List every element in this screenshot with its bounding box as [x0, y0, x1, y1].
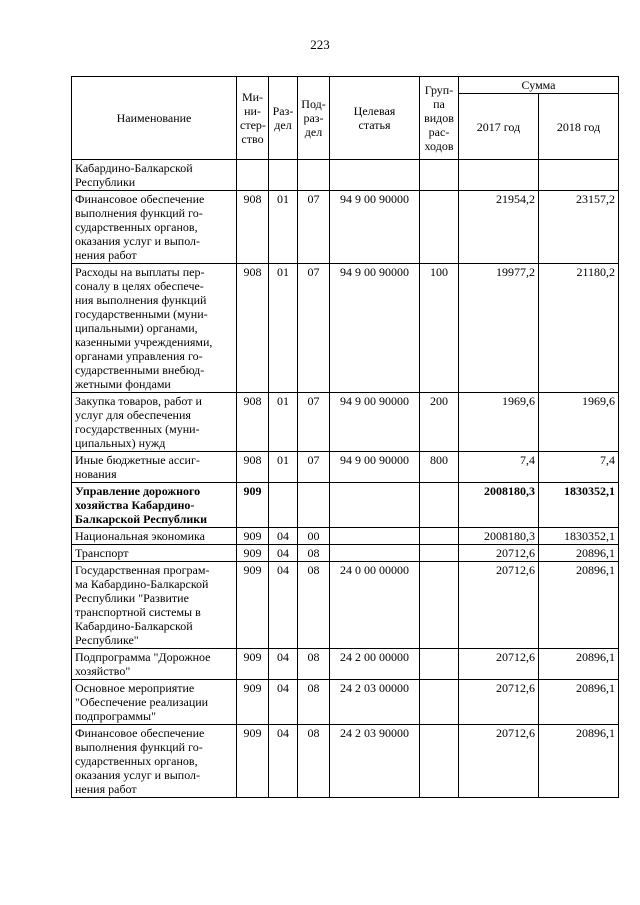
cell-expense-group: [420, 680, 459, 725]
cell-sum-2018: 1830352,1: [539, 528, 619, 545]
table-row: [72, 680, 619, 725]
cell-ministry: 909: [237, 545, 269, 562]
table-row: [72, 191, 619, 264]
cell-sum-2018: 21180,2: [539, 264, 619, 393]
cell-subsection: 08: [298, 545, 330, 562]
cell-name: Кабардино-Балкарской Республики: [72, 160, 237, 191]
table-row: [72, 725, 619, 798]
cell-sum-2017: 2008180,3: [459, 528, 539, 545]
cell-expense-group: [420, 191, 459, 264]
cell-subsection: 08: [298, 649, 330, 680]
cell-subsection: 07: [298, 452, 330, 483]
cell-sum-2017: 20712,6: [459, 545, 539, 562]
cell-ministry: 909: [237, 483, 269, 528]
cell-ministry: 908: [237, 264, 269, 393]
cell-target: 24 2 00 00000: [330, 649, 420, 680]
header-subsection: Под- раз- дел: [298, 77, 330, 160]
cell-section: 04: [269, 680, 298, 725]
cell-target: 24 2 03 90000: [330, 725, 420, 798]
cell-sum-2018: 20896,1: [539, 649, 619, 680]
budget-table: [71, 76, 619, 798]
cell-section: [269, 160, 298, 191]
cell-subsection: 07: [298, 191, 330, 264]
cell-expense-group: [420, 649, 459, 680]
table-header: [72, 77, 619, 160]
header-expense-group: Груп- па видов рас- ходов: [420, 77, 459, 160]
cell-subsection: 08: [298, 725, 330, 798]
table-body: [72, 160, 619, 798]
cell-target: 24 2 03 00000: [330, 680, 420, 725]
table-row: [72, 562, 619, 649]
cell-target: 94 9 00 90000: [330, 191, 420, 264]
cell-ministry: 909: [237, 649, 269, 680]
cell-name: Расходы на выплаты пер- соналу в целях обеспече- ния выполнения функций государственными (муни- ципальными) органами, казенными учреждениями, органами управления го- сударственными внебюд- жетными фондами: [72, 264, 237, 393]
cell-subsection: [298, 160, 330, 191]
cell-subsection: 08: [298, 562, 330, 649]
cell-section: [269, 483, 298, 528]
cell-section: 01: [269, 191, 298, 264]
cell-name: Финансовое обеспечение выполнения функций го- сударственных органов, оказания услуг и выпол- нения работ: [72, 725, 237, 798]
cell-sum-2017: 7,4: [459, 452, 539, 483]
cell-expense-group: 200: [420, 393, 459, 452]
header-name: Наименование: [72, 77, 237, 160]
cell-target: [330, 160, 420, 191]
table-row: [72, 483, 619, 528]
cell-ministry: 909: [237, 725, 269, 798]
cell-sum-2018: 20896,1: [539, 725, 619, 798]
cell-name: Подпрограмма "Дорожное хозяйство": [72, 649, 237, 680]
table-row: [72, 264, 619, 393]
cell-target: 94 9 00 90000: [330, 452, 420, 483]
cell-expense-group: [420, 545, 459, 562]
cell-name: Национальная экономика: [72, 528, 237, 545]
cell-sum-2018: 20896,1: [539, 680, 619, 725]
table-row: [72, 452, 619, 483]
cell-target: [330, 545, 420, 562]
cell-subsection: [298, 483, 330, 528]
cell-sum-2017: [459, 160, 539, 191]
cell-subsection: 07: [298, 264, 330, 393]
cell-name: Транспорт: [72, 545, 237, 562]
cell-expense-group: 100: [420, 264, 459, 393]
cell-sum-2017: 1969,6: [459, 393, 539, 452]
cell-section: 01: [269, 264, 298, 393]
cell-sum-2017: 20712,6: [459, 562, 539, 649]
cell-section: 01: [269, 393, 298, 452]
page-number: 223: [310, 37, 330, 52]
cell-expense-group: [420, 725, 459, 798]
cell-name: Управление дорожного хозяйства Кабардино- Балкарской Республики: [72, 483, 237, 528]
cell-section: 04: [269, 725, 298, 798]
cell-expense-group: [420, 483, 459, 528]
cell-section: 01: [269, 452, 298, 483]
header-year-2018: 2018 год: [539, 94, 619, 160]
cell-sum-2017: 2008180,3: [459, 483, 539, 528]
header-ministry: Ми- ни- стер- ство: [237, 77, 269, 160]
cell-name: Основное мероприятие "Обеспечение реализации подпрограммы": [72, 680, 237, 725]
cell-ministry: 909: [237, 562, 269, 649]
header-target: Целевая статья: [330, 77, 420, 160]
cell-target: [330, 483, 420, 528]
cell-target: 94 9 00 90000: [330, 264, 420, 393]
cell-target: 94 9 00 90000: [330, 393, 420, 452]
cell-sum-2017: 21954,2: [459, 191, 539, 264]
cell-ministry: 908: [237, 393, 269, 452]
cell-ministry: 908: [237, 191, 269, 264]
cell-sum-2017: 20712,6: [459, 680, 539, 725]
cell-section: 04: [269, 528, 298, 545]
header-section: Раз- дел: [269, 77, 298, 160]
cell-ministry: [237, 160, 269, 191]
cell-ministry: 909: [237, 680, 269, 725]
cell-sum-2018: 1830352,1: [539, 483, 619, 528]
cell-expense-group: 800: [420, 452, 459, 483]
cell-name: Финансовое обеспечение выполнения функций го- сударственных органов, оказания услуг и выпол- нения работ: [72, 191, 237, 264]
cell-sum-2017: 19977,2: [459, 264, 539, 393]
cell-subsection: 00: [298, 528, 330, 545]
table-row: [72, 649, 619, 680]
cell-sum-2017: 20712,6: [459, 649, 539, 680]
cell-sum-2018: [539, 160, 619, 191]
cell-sum-2017: 20712,6: [459, 725, 539, 798]
cell-subsection: 07: [298, 393, 330, 452]
cell-target: [330, 528, 420, 545]
cell-name: Иные бюджетные ассиг- нования: [72, 452, 237, 483]
table-row: [72, 545, 619, 562]
table-row: [72, 160, 619, 191]
cell-sum-2018: 7,4: [539, 452, 619, 483]
cell-section: 04: [269, 545, 298, 562]
cell-expense-group: [420, 562, 459, 649]
cell-section: 04: [269, 562, 298, 649]
header-sum: Сумма: [459, 77, 619, 94]
cell-subsection: 08: [298, 680, 330, 725]
cell-ministry: 908: [237, 452, 269, 483]
cell-sum-2018: 1969,6: [539, 393, 619, 452]
table-row: [72, 393, 619, 452]
cell-section: 04: [269, 649, 298, 680]
cell-sum-2018: 20896,1: [539, 562, 619, 649]
cell-sum-2018: 23157,2: [539, 191, 619, 264]
cell-name: Государственная програм- ма Кабардино-Балкарской Республики "Развитие транспортной системы в Кабардино-Балкарской Республике": [72, 562, 237, 649]
cell-target: 24 0 00 00000: [330, 562, 420, 649]
cell-sum-2018: 20896,1: [539, 545, 619, 562]
cell-name: Закупка товаров, работ и услуг для обеспечения государственных (муни- ципальных) нужд: [72, 393, 237, 452]
cell-ministry: 909: [237, 528, 269, 545]
header-year-2017: 2017 год: [459, 94, 539, 160]
cell-expense-group: [420, 160, 459, 191]
table-row: [72, 528, 619, 545]
cell-expense-group: [420, 528, 459, 545]
